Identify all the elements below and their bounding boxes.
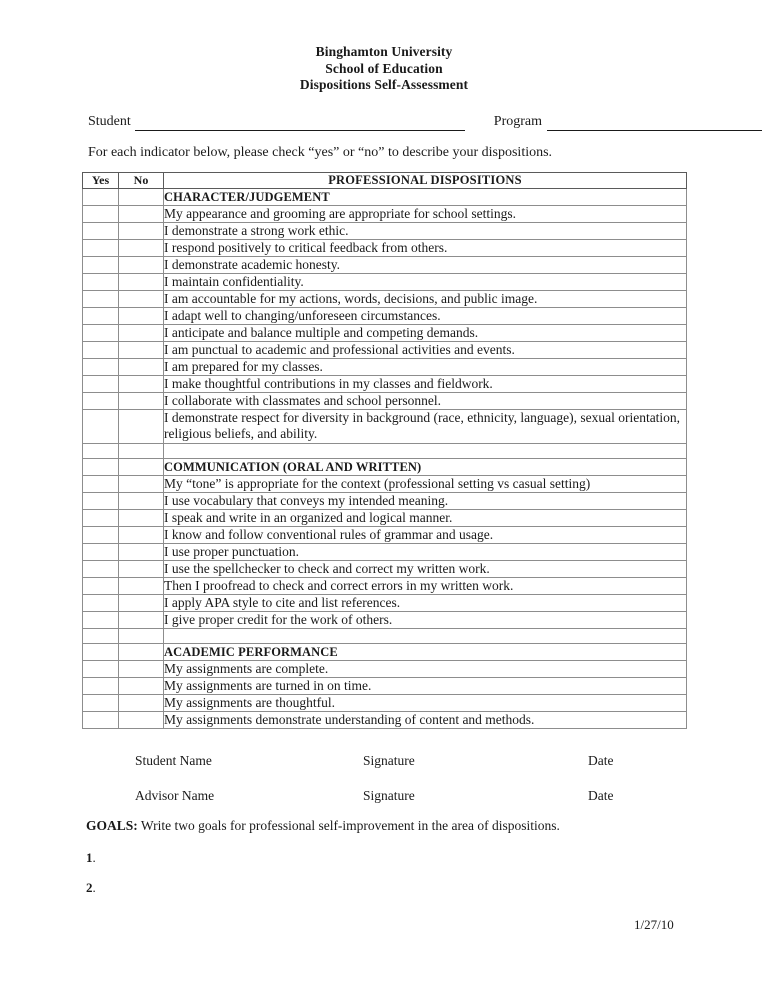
yes-checkbox-cell[interactable]: [83, 510, 119, 527]
table-row: [83, 493, 687, 510]
yes-checkbox-cell: [83, 444, 119, 459]
disposition-text: I use proper punctuation.: [164, 544, 687, 561]
student-date-label: Date: [588, 753, 614, 768]
no-checkbox-cell[interactable]: [119, 678, 164, 695]
program-label: Program: [493, 114, 542, 129]
disposition-text: I speak and write in an organized and logical manner.: [164, 510, 687, 527]
yes-checkbox-cell[interactable]: [83, 308, 119, 325]
yes-checkbox-cell: [83, 629, 119, 644]
yes-checkbox-cell[interactable]: [83, 257, 119, 274]
no-checkbox-cell[interactable]: [119, 561, 164, 578]
yes-checkbox-cell: [83, 189, 119, 206]
no-checkbox-cell: [119, 629, 164, 644]
advisor-name-label: Advisor Name: [135, 788, 215, 803]
no-checkbox-cell[interactable]: [119, 359, 164, 376]
table-row: [83, 410, 687, 444]
header-line-school: School of Education: [325, 60, 443, 76]
no-checkbox-cell[interactable]: [119, 291, 164, 308]
no-checkbox-cell[interactable]: [119, 342, 164, 359]
column-header-dispositions: PROFESSIONAL DISPOSITIONS: [164, 173, 687, 189]
table-row: [83, 544, 687, 561]
yes-checkbox-cell[interactable]: [83, 561, 119, 578]
column-header-no: No: [119, 173, 164, 189]
no-checkbox-cell[interactable]: [119, 712, 164, 729]
student-input[interactable]: [135, 117, 465, 131]
header-line-university: Binghamton University: [315, 44, 453, 59]
disposition-text: I am punctual to academic and professional activities and events.: [164, 342, 687, 359]
disposition-text: I demonstrate respect for diversity in background (race, ethnicity, language), sexual orientation, religious beliefs, and ability.: [164, 410, 687, 444]
table-row: [83, 223, 687, 240]
yes-checkbox-cell[interactable]: [83, 325, 119, 342]
no-checkbox-cell[interactable]: [119, 510, 164, 527]
yes-checkbox-cell[interactable]: [83, 291, 119, 308]
yes-checkbox-cell[interactable]: [83, 342, 119, 359]
yes-checkbox-cell[interactable]: [83, 240, 119, 257]
yes-checkbox-cell[interactable]: [83, 476, 119, 493]
no-checkbox-cell[interactable]: [119, 393, 164, 410]
yes-checkbox-cell[interactable]: [83, 206, 119, 223]
disposition-text: I use vocabulary that conveys my intended meaning.: [164, 493, 687, 510]
yes-checkbox-cell[interactable]: [83, 376, 119, 393]
student-label: Student: [88, 114, 131, 129]
no-checkbox-cell[interactable]: [119, 206, 164, 223]
table-row: [83, 291, 687, 308]
no-checkbox-cell: [119, 444, 164, 459]
table-row: [83, 274, 687, 291]
table-row: [83, 376, 687, 393]
disposition-text: I give proper credit for the work of others.: [164, 612, 687, 629]
yes-checkbox-cell[interactable]: [83, 678, 119, 695]
goal-2-dot: .: [92, 880, 96, 895]
no-checkbox-cell[interactable]: [119, 695, 164, 712]
table-row: [83, 206, 687, 223]
table-body: [83, 189, 687, 729]
no-checkbox-cell[interactable]: [119, 661, 164, 678]
no-checkbox-cell[interactable]: [119, 493, 164, 510]
table-row: [83, 325, 687, 342]
table-row: [83, 510, 687, 527]
table-row: [83, 644, 687, 661]
table-row: [83, 257, 687, 274]
yes-checkbox-cell[interactable]: [83, 359, 119, 376]
disposition-text: I know and follow conventional rules of grammar and usage.: [164, 527, 687, 544]
yes-checkbox-cell[interactable]: [83, 393, 119, 410]
signature-block: [0, 753, 768, 823]
table-row: [83, 695, 687, 712]
yes-checkbox-cell[interactable]: [83, 493, 119, 510]
disposition-text: I apply APA style to cite and list references.: [164, 595, 687, 612]
goal-entry-1[interactable]: [86, 850, 96, 866]
no-checkbox-cell: [119, 189, 164, 206]
yes-checkbox-cell[interactable]: [83, 410, 119, 444]
no-checkbox-cell[interactable]: [119, 274, 164, 291]
yes-checkbox-cell[interactable]: [83, 527, 119, 544]
goals-instruction: [86, 817, 560, 835]
table-row: [83, 240, 687, 257]
table-row: [83, 527, 687, 544]
header-line-title: Dispositions Self-Assessment: [299, 77, 469, 92]
disposition-text: I am prepared for my classes.: [164, 359, 687, 376]
no-checkbox-cell[interactable]: [119, 240, 164, 257]
document-header: [0, 44, 768, 94]
yes-checkbox-cell[interactable]: [83, 544, 119, 561]
yes-checkbox-cell[interactable]: [83, 274, 119, 291]
disposition-text: My assignments are thoughtful.: [164, 695, 687, 712]
no-checkbox-cell[interactable]: [119, 325, 164, 342]
disposition-text: My assignments are complete.: [164, 661, 687, 678]
table-row: [83, 661, 687, 678]
table-row: [83, 561, 687, 578]
yes-checkbox-cell[interactable]: [83, 223, 119, 240]
no-checkbox-cell[interactable]: [119, 595, 164, 612]
disposition-text: I use the spellchecker to check and correct my written work.: [164, 561, 687, 578]
yes-checkbox-cell[interactable]: [83, 612, 119, 629]
no-checkbox-cell[interactable]: [119, 612, 164, 629]
disposition-text: My assignments demonstrate understanding of content and methods.: [164, 712, 687, 729]
disposition-text: I demonstrate a strong work ethic.: [164, 223, 687, 240]
no-checkbox-cell[interactable]: [119, 410, 164, 444]
table-row: [83, 712, 687, 729]
disposition-text: My “tone” is appropriate for the context (professional setting vs casual setting): [164, 476, 687, 493]
revision-date: 1/27/10: [634, 917, 674, 932]
disposition-text: My appearance and grooming are appropriate for school settings.: [164, 206, 687, 223]
yes-checkbox-cell[interactable]: [83, 695, 119, 712]
section-heading: CHARACTER/JUDGEMENT: [164, 189, 687, 206]
disposition-text: My assignments are turned in on time.: [164, 678, 687, 695]
no-checkbox-cell: [119, 644, 164, 661]
goal-2-number: 2: [86, 880, 93, 895]
table-row: [83, 629, 687, 644]
no-checkbox-cell[interactable]: [119, 578, 164, 595]
yes-checkbox-cell: [83, 459, 119, 476]
disposition-text: I respond positively to critical feedback from others.: [164, 240, 687, 257]
yes-checkbox-cell[interactable]: [83, 712, 119, 729]
advisor-signature-label: Signature: [363, 788, 415, 803]
advisor-date-label: Date: [588, 788, 614, 803]
table-head: [83, 173, 687, 189]
no-checkbox-cell[interactable]: [119, 544, 164, 561]
instruction-text: For each indicator below, please check “yes” or “no” to describe your dispositions.: [88, 145, 553, 160]
table-row: [83, 578, 687, 595]
disposition-text: I demonstrate academic honesty.: [164, 257, 687, 274]
table-row: [83, 595, 687, 612]
student-name-label: Student Name: [135, 753, 212, 768]
disposition-text: I make thoughtful contributions in my classes and fieldwork.: [164, 376, 687, 393]
section-heading: COMMUNICATION (ORAL AND WRITTEN): [164, 459, 687, 476]
disposition-text: I anticipate and balance multiple and competing demands.: [164, 325, 687, 342]
no-checkbox-cell[interactable]: [119, 308, 164, 325]
student-signature-label: Signature: [363, 753, 415, 768]
table-row: [83, 393, 687, 410]
table-row: [83, 308, 687, 325]
yes-checkbox-cell[interactable]: [83, 578, 119, 595]
no-checkbox-cell[interactable]: [119, 257, 164, 274]
yes-checkbox-cell[interactable]: [83, 661, 119, 678]
no-checkbox-cell: [119, 459, 164, 476]
goal-1-number: 1: [86, 850, 93, 865]
disposition-text: I am accountable for my actions, words, decisions, and public image.: [164, 291, 687, 308]
disposition-text: I adapt well to changing/unforeseen circumstances.: [164, 308, 687, 325]
program-input[interactable]: [547, 117, 762, 131]
section-heading: ACADEMIC PERFORMANCE: [164, 644, 687, 661]
table-row: [83, 444, 687, 459]
column-header-yes: Yes: [83, 173, 119, 189]
disposition-text: I collaborate with classmates and school personnel.: [164, 393, 687, 410]
no-checkbox-cell[interactable]: [119, 223, 164, 240]
dispositions-table: [82, 172, 687, 729]
no-checkbox-cell[interactable]: [119, 527, 164, 544]
spacer-cell: [164, 629, 687, 644]
table-row: [83, 678, 687, 695]
disposition-text: Then I proofread to check and correct errors in my written work.: [164, 578, 687, 595]
table-row: [83, 189, 687, 206]
goals-description: Write two goals for professional self-improvement in the area of dispositions.: [140, 818, 560, 833]
table-row: [83, 476, 687, 493]
table-row: [83, 342, 687, 359]
yes-checkbox-cell[interactable]: [83, 595, 119, 612]
yes-checkbox-cell: [83, 644, 119, 661]
table-row: [83, 359, 687, 376]
signature-row: [0, 753, 768, 788]
no-checkbox-cell[interactable]: [119, 476, 164, 493]
identity-line: [88, 113, 688, 131]
table-row: [83, 612, 687, 629]
table-row: [83, 459, 687, 476]
goal-1-dot: .: [92, 850, 96, 865]
goal-entry-2[interactable]: [86, 880, 96, 896]
disposition-text: I maintain confidentiality.: [164, 274, 687, 291]
no-checkbox-cell[interactable]: [119, 376, 164, 393]
table-header-row: [83, 173, 687, 189]
goals-label: GOALS:: [86, 818, 138, 833]
spacer-cell: [164, 444, 687, 459]
